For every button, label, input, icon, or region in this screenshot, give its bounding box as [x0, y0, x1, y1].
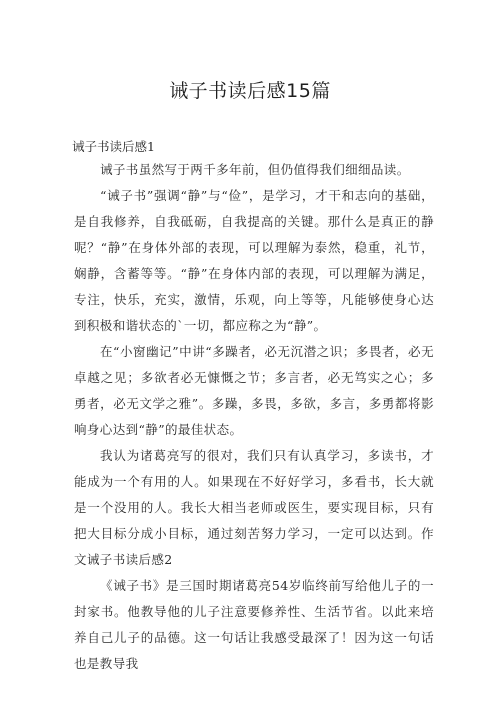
paragraph-1: 诫子书虽然写于两千多年前，但仍值得我们细细品读。: [100, 162, 410, 177]
document-title: 诫子书读后感15篇: [169, 80, 331, 102]
section-heading: 诫子书读后感1: [72, 139, 155, 154]
paragraph-3: 在“小窗幽记”中讲“多躁者，必无沉潜之识；多畏者，必无卓越之见；多欲者必无慷慨之节；多言者，必无笃实之心；多勇者，必无文学之雅”。多躁，多畏，多欲，多言，多勇都将影响身心达到“静”的最佳状态。: [74, 344, 434, 437]
paragraph-4: 我认为诸葛亮写的很对，我们只有认真学习，多读书，才能成为一个有用的人。如果现在不好好学习，多看书，长大就是一个没用的人。我长大相当老师或医生，要实现目标，只有把大目标分成小目标，通过刻苦努力学习，一定可以达到。作文诫子书读后感2: [74, 448, 434, 567]
paragraph-5: 《诫子书》是三国时期诸葛亮54岁临终前写给他儿子的一封家书。他教导他的儿子注意要修养性、生活节省。以此来培养自己儿子的品德。这一句话让我感受最深了！因为这一句话也是教导我: [74, 578, 434, 671]
paragraph-2: “诫子书”强调“静”与“俭”，是学习，才干和志向的基础，是自我修养，自我砥砺，自我提高的关键。那什么是真正的静呢？“静”在身体外部的表现，可以理解为泰然，稳重，礼节，娴静，含蓄等等。“静”在身体内部的表现，可以理解为满足，专注，快乐，充实，激情，乐观，向上等等，凡能够使身心达到积极和谐状态的`一切，都应称之为“静”。: [74, 188, 434, 333]
document-body: [74, 157, 434, 677]
